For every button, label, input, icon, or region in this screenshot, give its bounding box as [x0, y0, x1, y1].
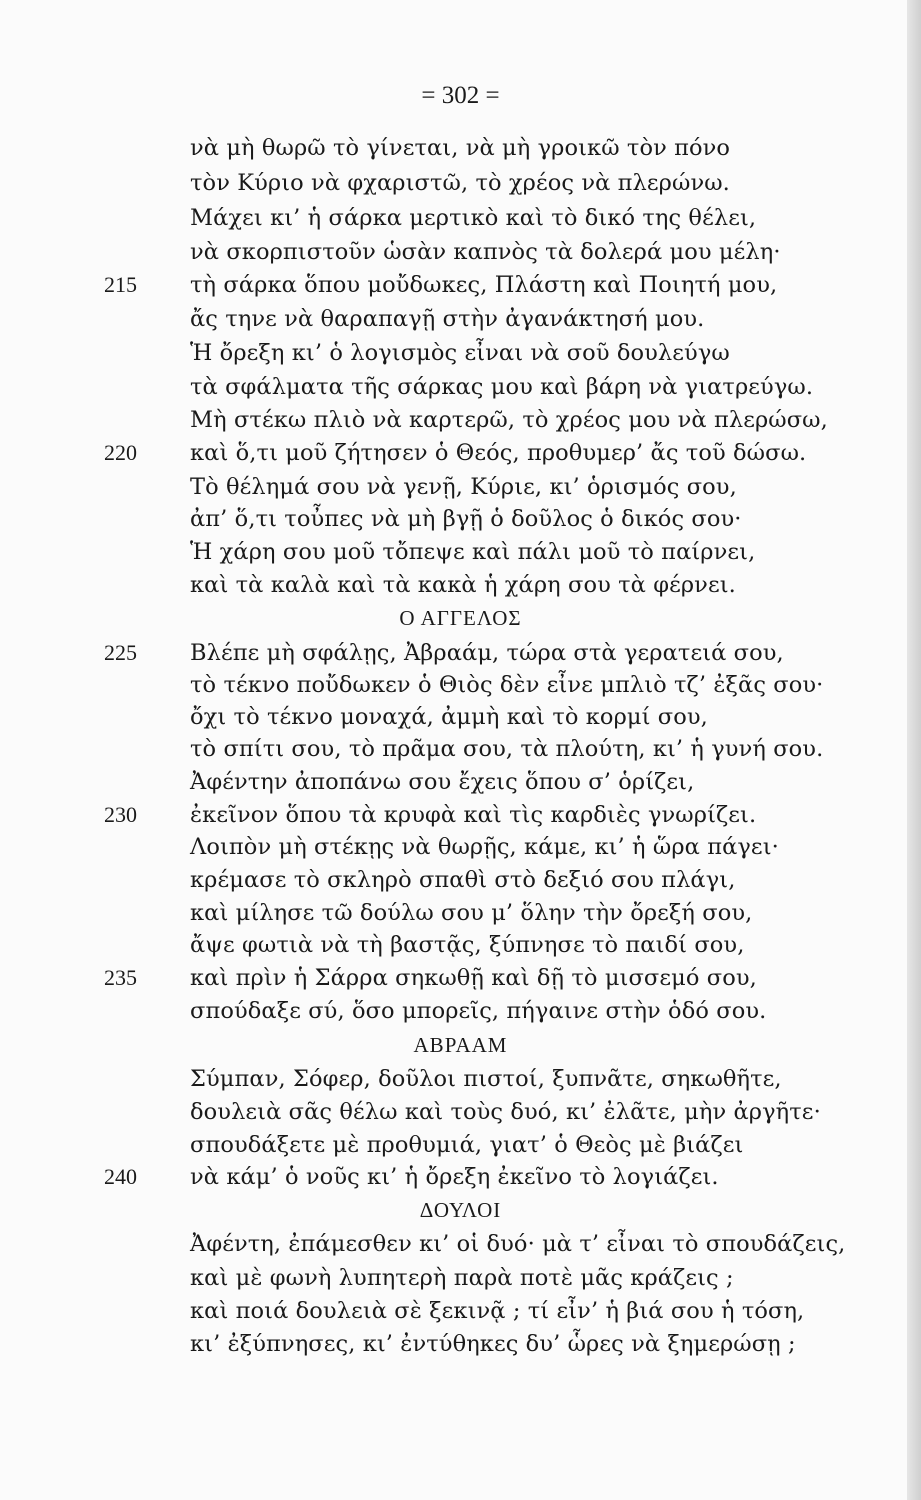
verse-line: Σύμπαν, Σόφερ, δοῦλοι πιστοί, ξυπνᾶτε, σηκωθῆτε, [190, 1066, 782, 1092]
line-number: 225 [104, 640, 137, 665]
verse-line: ἐκεῖνον ὅπου τὰ κρυφὰ καὶ τὶς καρδιὲς γνωρίζει. [190, 802, 757, 828]
verse-line: Μὴ στέκω πλιὸ νὰ καρτερῶ, τὸ χρέος μου νὰ πλερώσω, [190, 407, 828, 433]
verse-line: σπούδαξε σύ, ὅσο μπορεῖς, πήγαινε στὴν ὁδό σου. [190, 998, 767, 1024]
verse-line: τὴ σάρκα ὅπου μοὔδωκες, Πλάστη καὶ Ποιητή μου, [190, 272, 778, 298]
line-number: 235 [104, 965, 137, 990]
verse-line: δουλειὰ σᾶς θέλω καὶ τοὺς δυό, κι’ ἐλᾶτε, μὴν ἀργῆτε· [190, 1099, 821, 1125]
line-number: 240 [104, 1164, 137, 1189]
verse-line: σπουδάξετε μὲ προθυμιά, γιατ’ ὁ Θεὸς μὲ βιάζει [190, 1132, 744, 1158]
speaker-heading: Ο ΑΓΓΕΛΟΣ [399, 606, 522, 630]
verse-line: νὰ κάμ’ ὁ νοῦς κι’ ἡ ὄρεξη ἐκεῖνο τὸ λογιάζει. [190, 1164, 719, 1190]
line-number: 220 [104, 440, 137, 465]
verse-line: τὸν Κύριο νὰ φχαριστῶ, τὸ χρέος νὰ πλερώνω. [190, 170, 730, 196]
verse-line: Ἀφέντην ἀποπάνω σου ἔχεις ὅπου σ’ ὁρίζει, [190, 769, 695, 795]
verse-line: καὶ μίλησε τῶ δούλω σου μ’ ὅλην τὴν ὄρεξή σου, [190, 900, 753, 926]
verse-line: Βλέπε μὴ σφάλῃς, Ἀβραάμ, τώρα στὰ γερατειά σου, [190, 640, 784, 666]
verse-line: τὸ σπίτι σου, τὸ πρᾶμα σου, τὰ πλούτη, κι’ ἡ γυνή σου. [190, 736, 824, 762]
verse-line: Ἀφέντη, ἐπάμεσθεν κι’ οἱ δυό· μὰ τ’ εἶναι τὸ σπουδάζεις, [190, 1231, 846, 1257]
line-number: 215 [104, 272, 137, 297]
page-edge [907, 0, 921, 1500]
speaker-heading: ΔΟΥΛΟΙ [419, 1198, 502, 1222]
page-number: = 302 = [421, 82, 500, 109]
verse-line: Ἡ χάρη σου μοῦ τὄπεψε καὶ πάλι μοῦ τὸ παίρνει, [190, 539, 756, 565]
verse-line: τὸ τέκνο ποὔδωκεν ὁ Θιὸς δὲν εἶνε μπλιὸ τζ’ ἐξᾶς σου· [190, 672, 824, 698]
verse-line: Ἡ ὄρεξη κι’ ὁ λογισμὸς εἶναι νὰ σοῦ δουλεύγω [190, 340, 730, 366]
verse-line: καὶ ποιά δουλειὰ σὲ ξεκινᾷ ; τί εἶν’ ἡ βιά σου ἡ τόση, [190, 1298, 805, 1324]
verse-line: κι’ ἐξύπνησες, κι’ ἐντύθηκες δυ’ ὧρες νὰ ξημερώσῃ ; [190, 1331, 796, 1357]
verse-line: καὶ μὲ φωνὴ λυπητερὴ παρὰ ποτὲ μᾶς κράζεις ; [190, 1265, 734, 1291]
verse-line: Μάχει κι’ ἡ σάρκα μερτικὸ καὶ τὸ δικό της θέλει, [190, 205, 757, 231]
verse-line: καὶ πρὶν ἡ Σάρρα σηκωθῇ καὶ δῇ τὸ μισσεμό σου, [190, 965, 757, 991]
line-number: 230 [104, 802, 137, 827]
verse-line: νὰ σκορπιστοῦν ὡσὰν καπνὸς τὰ δολερά μου μέλη· [190, 239, 781, 265]
verse-line: ἄψε φωτιὰ νὰ τὴ βαστᾷς, ξύπνησε τὸ παιδί σου, [190, 932, 745, 958]
verse-line: τὰ σφάλματα τῆς σάρκας μου καὶ βάρη νὰ γιατρεύγω. [190, 374, 814, 400]
verse-line: ἀπ’ ὅ,τι τοὖπες νὰ μὴ βγῇ ὁ δοῦλος ὁ δικός σου· [190, 506, 742, 532]
verse-line: Τὸ θέλημά σου νὰ γενῇ, Κύριε, κι’ ὁρισμός σου, [190, 474, 737, 500]
speaker-heading: ΑΒΡΑΑΜ [413, 1033, 508, 1057]
verse-line: ἄς τηνε νὰ θαραπαγῇ στὴν ἀγανάκτησή μου. [190, 306, 705, 332]
verse-line: ὄχι τὸ τέκνο μοναχά, ἀμμὴ καὶ τὸ κορμί σου, [190, 704, 708, 730]
verse-line: καὶ ὅ,τι μοῦ ζήτησεν ὁ Θεός, προθυμερ’ ἄς τοῦ δώσω. [190, 440, 807, 466]
verse-line: Λοιπὸν μὴ στέκῃς νὰ θωρῇς, κάμε, κι’ ἡ ὥρα πάγει· [190, 834, 779, 860]
verse-line: καὶ τὰ καλὰ καὶ τὰ κακὰ ἡ χάρη σου τὰ φέρνει. [190, 572, 736, 598]
verse-line: νὰ μὴ θωρῶ τὸ γίνεται, νὰ μὴ γροικῶ τὸν πόνο [190, 135, 731, 161]
verse-line: κρέμασε τὸ σκληρὸ σπαθὶ στὸ δεξιό σου πλάγι, [190, 867, 736, 893]
